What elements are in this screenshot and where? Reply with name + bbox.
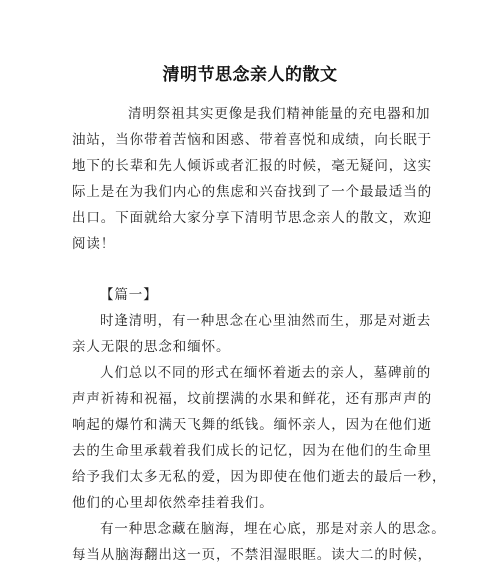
intro-line: 际上是在为我们内心的焦虑和兴奋找到了一个最最适当的	[72, 184, 432, 200]
section-line: 给予我们太多无私的爱，因为即使在他们逝去的最后一秒，	[72, 469, 447, 485]
section-line: 亲人无限的思念和缅怀。	[72, 339, 231, 355]
section-line: 响起的爆竹和满天飞舞的纸钱。缅怀亲人，因为在他们逝	[72, 417, 432, 433]
section-line: 声声祈祷和祝福，坟前摆满的水果和鲜花，还有那声声的	[72, 391, 432, 407]
section-line: 每当从脑海翻出这一页，不禁泪湿眼眶。读大二的时候，	[72, 547, 432, 563]
intro-line: 油站，当你带着苦恼和困惑、带着喜悦和成绩，向长眠于	[72, 132, 432, 148]
intro-line: 出口。下面就给大家分享下清明节思念亲人的散文，欢迎	[72, 210, 432, 226]
section-line: 时逢清明，有一种思念在心里油然而生，那是对逝去	[100, 313, 432, 329]
section-line: 人们总以不同的形式在缅怀着逝去的亲人，墓碑前的	[100, 365, 432, 381]
intro-line: 阅读！	[72, 236, 116, 252]
document-title: 清明节思念亲人的散文	[162, 65, 338, 85]
intro-line: 地下的长辈和先人倾诉或者汇报的时候，毫无疑问，这实	[72, 158, 432, 174]
intro-line: 清明祭祖其实更像是我们精神能量的充电器和加	[128, 106, 431, 122]
document-body	[72, 101, 447, 568]
section-line: 他们的心里却依然牵挂着我们。	[72, 495, 274, 511]
section-line: 有一种思念藏在脑海，埋在心底，那是对亲人的思念。	[100, 521, 446, 537]
section-line: 去的生命里承载着我们成长的记忆，因为在他们的生命里	[72, 443, 432, 459]
section-heading: 【篇一】	[100, 287, 158, 303]
